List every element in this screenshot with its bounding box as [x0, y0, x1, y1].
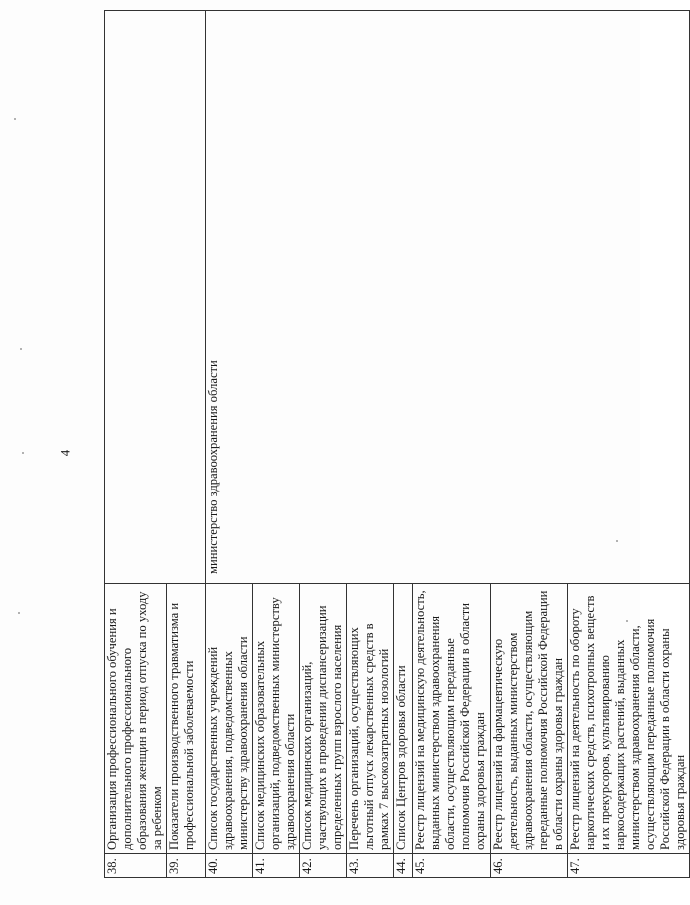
row-title: Список медицинских организаций, участвующих в проведении диспансеризации определенных групп взрослого населения: [299, 584, 346, 854]
scan-speck: [14, 118, 16, 120]
row-title: Реестр лицензий на деятельность по обороту наркотических средств, психотропных веществ и их прекурсоров, культивированию наркосодержащих растений, выданных министерством здравоохранения области, осуществляющим переданные полномочия Российской Федерации в области охраны здоровья граждан: [568, 584, 690, 854]
registry-table: [104, 10, 690, 878]
row-title: Реестр лицензий на фармацевтическую деятельность, выданных министерством здравоохранения области, осуществляющим переданные полномочия Российской Федерации в области охраны здоровья граждан: [490, 584, 568, 854]
registry-table-body: [105, 11, 690, 878]
row-number: 41.: [252, 854, 299, 878]
scan-speck: [626, 620, 628, 622]
scan-speck: [22, 452, 24, 454]
row-number: 40.: [205, 854, 252, 878]
scan-speck: [616, 540, 618, 542]
responsible-organization-cell: [205, 11, 690, 584]
rotated-table-sheet: [104, 11, 688, 878]
row-title: Список государственных учреждений здравоохранения, подведомственных министерству здравоохранения области: [205, 584, 252, 854]
row-title: Список медицинских образовательных организаций, подведомственных министерству здравоохранения области: [252, 584, 299, 854]
row-number: 42.: [299, 854, 346, 878]
table-row: [205, 11, 252, 878]
scan-speck: [20, 348, 22, 350]
responsible-organization: министерство здравоохранения области: [205, 360, 220, 574]
scan-speck: [18, 612, 20, 614]
row-number: 39.: [167, 854, 206, 878]
responsible-organization-cell: [105, 11, 206, 584]
row-number: 44.: [393, 854, 412, 878]
row-title: Реестр лицензий на медицинскую деятельность, выданных министерством здравоохранения области, осуществляющим переданные полномочия Российской Федерации в области охраны здоровья граждан: [413, 584, 491, 854]
row-title: Организация профессионального обучения и дополнительного профессионального образования женщин в период отпуска по уходу за ребенком: [105, 584, 167, 854]
row-title: Список Центров здоровья области: [393, 584, 412, 854]
row-number: 45.: [413, 854, 491, 878]
table-row: [105, 11, 167, 878]
page-number: 4: [57, 449, 73, 457]
row-number: 46.: [490, 854, 568, 878]
row-title: Показатели производственного травматизма и профессиональной заболеваемости: [167, 584, 206, 854]
row-number: 38.: [105, 854, 167, 878]
row-number: 43.: [346, 854, 393, 878]
row-number: 47.: [568, 854, 690, 878]
row-title: Перечень организаций, осуществляющих льготный отпуск лекарственных средств в рамках 7 высокозатратных нозологий: [346, 584, 393, 854]
